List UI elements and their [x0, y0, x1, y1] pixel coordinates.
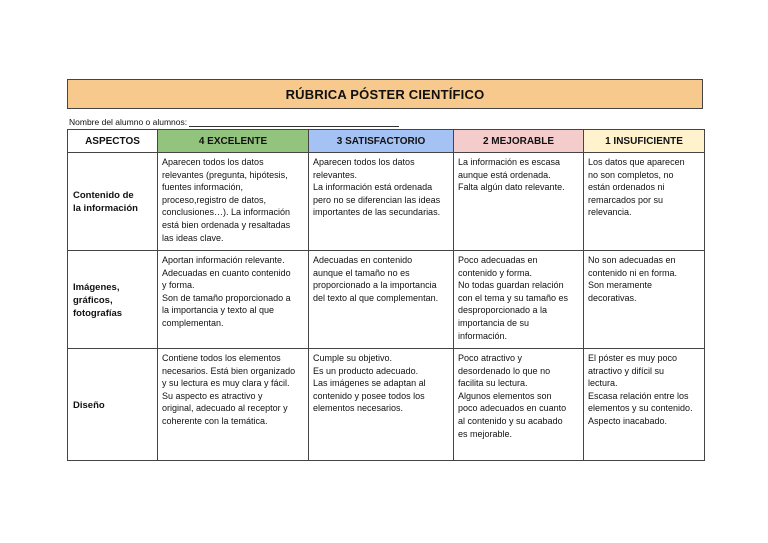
student-name-line: [67, 109, 703, 127]
student-name-label: Nombre del alumno o alumnos:: [69, 117, 188, 127]
level-3-cell: Aparecen todos los datos relevantes. La información está ordenada pero no se diferencian las ideas importantes de las secundarias.: [309, 153, 454, 251]
level-2-cell: Poco atractivo y desordenado lo que no facilita su lectura. Algunos elementos son poco adecuados en cuanto al contenido y su acabado es mejorable.: [454, 349, 584, 461]
rubric-title: RÚBRICA PÓSTER CIENTÍFICO: [67, 79, 703, 109]
rubric-table: [67, 129, 705, 461]
level-1-cell: No son adecuadas en contenido ni en forma. Son meramente decorativas.: [584, 251, 705, 349]
aspect-cell: Imágenes, gráficos, fotografías: [68, 251, 158, 349]
aspect-cell: Diseño: [68, 349, 158, 461]
level-4-cell: Aparecen todos los datos relevantes (pregunta, hipótesis, fuentes información, proceso,registro de datos, conclusiones…). La información está bien ordenada y resaltadas las ideas clave.: [158, 153, 309, 251]
level-1-cell: El póster es muy poco atractivo y difícil su lectura. Escasa relación entre los elementos y su contenido. Aspecto inacabado.: [584, 349, 705, 461]
header-level-4: 4 EXCELENTE: [158, 130, 309, 153]
level-4-cell: Aportan información relevante. Adecuadas en cuanto contenido y forma. Son de tamaño proporcionado a la importancia y texto al que complementan.: [158, 251, 309, 349]
level-2-cell: Poco adecuadas en contenido y forma. No todas guardan relación con el tema y su tamaño es desproporcionado a la importancia de su información.: [454, 251, 584, 349]
table-row: [68, 153, 705, 251]
level-3-cell: Adecuadas en contenido aunque el tamaño no es proporcionado a la importancia del texto al que complementan.: [309, 251, 454, 349]
level-4-cell: Contiene todos los elementos necesarios. Está bien organizado y su lectura es muy clara y fácil. Su aspecto es atractivo y original, adecuado al receptor y coherente con la temática.: [158, 349, 309, 461]
header-level-2: 2 MEJORABLE: [454, 130, 584, 153]
level-3-cell: Cumple su objetivo. Es un producto adecuado. Las imágenes se adaptan al contenido y posee todos los elementos necesarios.: [309, 349, 454, 461]
header-level-1: 1 INSUFICIENTE: [584, 130, 705, 153]
header-aspects: ASPECTOS: [68, 130, 158, 153]
level-2-cell: La información es escasa aunque está ordenada. Falta algún dato relevante.: [454, 153, 584, 251]
header-level-3: 3 SATISFACTORIO: [309, 130, 454, 153]
rubric-sheet: [67, 79, 703, 461]
aspect-cell: Contenido de la información: [68, 153, 158, 251]
level-1-cell: Los datos que aparecen no son completos, no están ordenados ni remarcados por su relevancia.: [584, 153, 705, 251]
table-row: [68, 349, 705, 461]
student-name-blank: [189, 118, 399, 127]
table-row: [68, 251, 705, 349]
header-row: [68, 130, 705, 153]
